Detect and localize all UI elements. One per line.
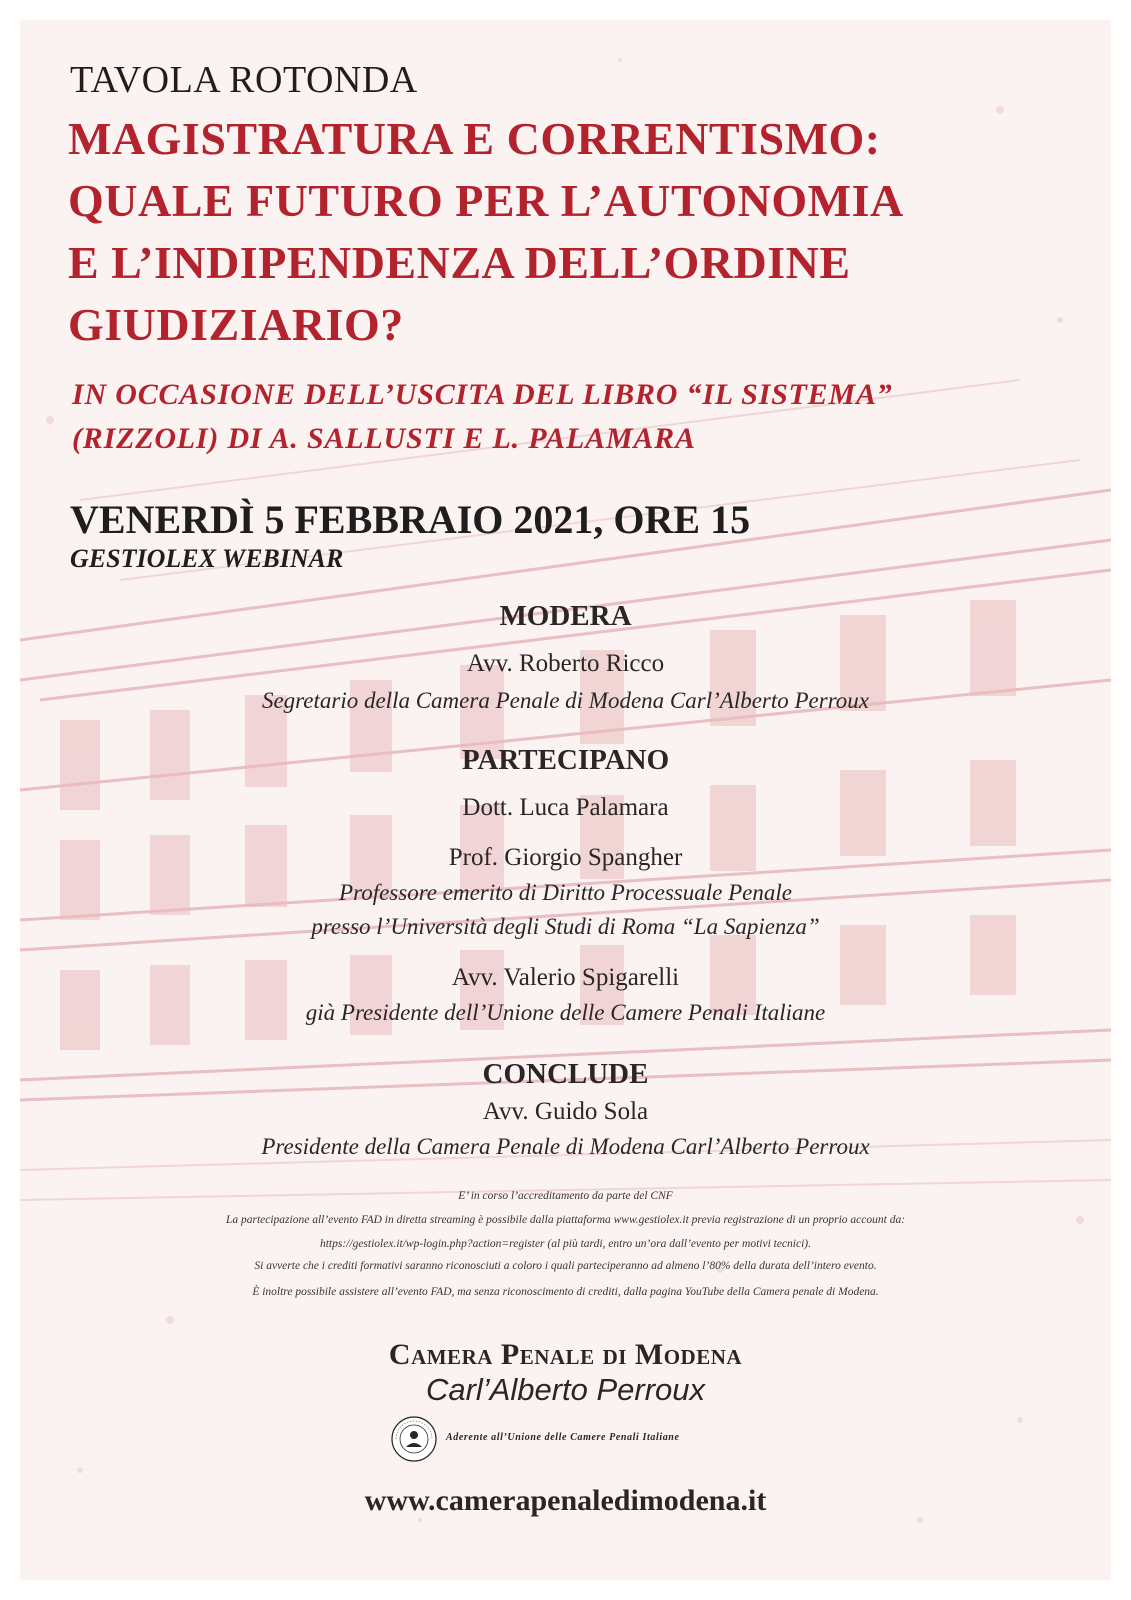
speaker-2-role-2: presso l’Università degli Studi di Roma “La Sapienza” bbox=[311, 914, 820, 939]
note-3: https://gestiolex.it/wp-login.php?action=register (al più tardi, entro un’ora dall’evento per motivi tecnici). bbox=[319, 1238, 811, 1250]
org-name: Camera Penale di Modena bbox=[388, 1338, 743, 1371]
aderente-note: Aderente all’Unione delle Camere Penali Italiane bbox=[446, 1432, 680, 1443]
title-line-4: GIUDIZIARIO? bbox=[68, 299, 404, 350]
speaker-3-name: Avv. Valerio Spigarelli bbox=[451, 964, 680, 991]
org-subtitle: Carl’Alberto Perroux bbox=[425, 1372, 706, 1407]
subtitle-line-2: (RIZZOLI) DI A. SALLUSTI E L. PALAMARA bbox=[72, 422, 696, 455]
modera-name: Avv. Roberto Ricco bbox=[466, 650, 665, 677]
title-line-2: QUALE FUTURO PER L’AUTONOMIA bbox=[68, 175, 904, 226]
event-venue: GESTIOLEX WEBINAR bbox=[70, 544, 344, 573]
modera-heading: MODERA bbox=[499, 600, 632, 632]
modera-role: Segretario della Camera Penale di Modena Carl’Alberto Perroux bbox=[261, 688, 870, 713]
title-line-1: MAGISTRATURA E CORRENTISMO: bbox=[68, 113, 881, 164]
subtitle-line-1: IN OCCASIONE DELL’USCITA DEL LIBRO “IL SISTEMA” bbox=[72, 378, 893, 411]
event-kicker: TAVOLA ROTONDA bbox=[70, 59, 418, 101]
note-1: E’ in corso l’accreditamento da parte del CNF bbox=[458, 1190, 673, 1202]
note-2: La partecipazione all’evento FAD in diretta streaming è possibile dalla piattaforma www.gestiolex.it previa registrazione di un proprio account da: bbox=[225, 1214, 906, 1226]
conclude-role: Presidente della Camera Penale di Modena Carl’Alberto Perroux bbox=[261, 1134, 870, 1159]
note-5: È inoltre possibile assistere all’evento FAD, ma senza riconoscimento di crediti, dalla pagina YouTube della Camera penale di Modena. bbox=[252, 1286, 879, 1298]
speaker-2-name: Prof. Giorgio Spangher bbox=[448, 844, 683, 871]
note-4: Si avverte che i crediti formativi saranno riconosciuti a coloro i quali parteciperanno ad almeno l’80% della durata dell’intero evento. bbox=[254, 1260, 877, 1272]
event-date: VENERDÌ 5 FEBBRAIO 2021, ORE 15 bbox=[70, 497, 751, 542]
title-line-3: E L’INDIPENDENZA DELL’ORDINE bbox=[68, 237, 851, 288]
conclude-heading: CONCLUDE bbox=[482, 1058, 649, 1090]
speaker-3-role: già Presidente dell’Unione delle Camere Penali Italiane bbox=[305, 1000, 826, 1025]
speaker-2-role-1: Professore emerito di Diritto Processuale Penale bbox=[339, 880, 792, 905]
website-link[interactable]: www.camerapenaledimodena.it bbox=[364, 1484, 767, 1517]
conclude-name: Avv. Guido Sola bbox=[482, 1098, 649, 1125]
ucpi-seal-icon bbox=[390, 1415, 438, 1463]
speaker-1-name: Dott. Luca Palamara bbox=[462, 794, 669, 821]
partecipano-heading: PARTECIPANO bbox=[461, 744, 670, 776]
